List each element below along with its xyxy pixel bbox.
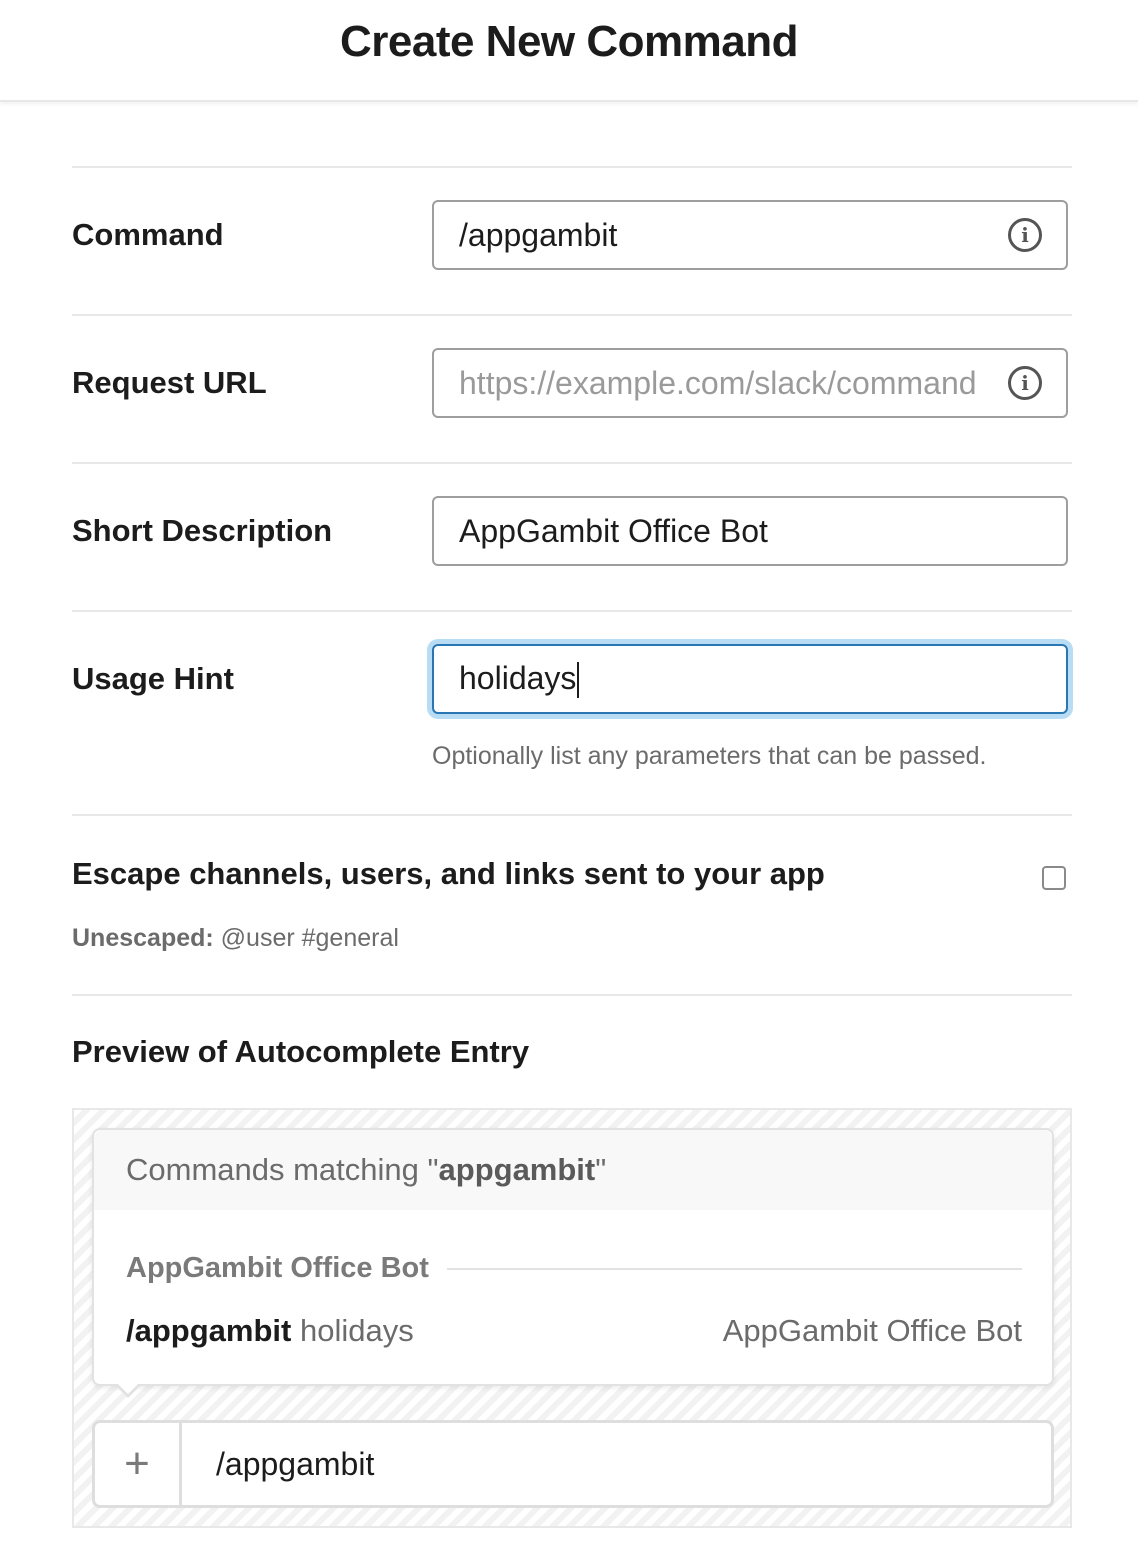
divider <box>72 166 1072 168</box>
info-icon[interactable]: i <box>1008 218 1042 252</box>
command-args: holidays <box>299 1313 414 1348</box>
divider <box>72 314 1072 316</box>
usage-hint-input[interactable] <box>432 644 1068 714</box>
autocomplete-command <box>126 1313 414 1349</box>
header-prefix: Commands matching " <box>126 1152 439 1187</box>
escape-checkbox[interactable] <box>1042 866 1066 890</box>
info-icon[interactable]: i <box>1008 366 1042 400</box>
usage-hint-label: Usage Hint <box>72 661 234 696</box>
page-header <box>0 0 1138 102</box>
request-url-label: Request URL <box>72 365 267 400</box>
plus-icon[interactable]: + <box>95 1423 182 1505</box>
message-input-text: /appgambit <box>216 1445 375 1482</box>
divider <box>72 814 1072 816</box>
group-name: AppGambit Office Bot <box>126 1252 429 1284</box>
autocomplete-popup <box>92 1128 1054 1386</box>
autocomplete-header <box>94 1130 1052 1210</box>
popup-pointer <box>114 1384 142 1398</box>
usage-hint-value: holidays <box>459 659 577 696</box>
command-name: /appgambit <box>126 1313 292 1348</box>
usage-hint-help: Optionally list any parameters that can be passed. <box>432 742 987 770</box>
preview-title: Preview of Autocomplete Entry <box>72 1034 530 1069</box>
unescaped-value: @user #general <box>220 924 399 952</box>
short-description-label: Short Description <box>72 513 333 548</box>
divider <box>72 994 1072 996</box>
command-label: Command <box>72 217 224 252</box>
message-input[interactable] <box>92 1420 1054 1508</box>
request-url-input[interactable] <box>432 348 1068 418</box>
unescaped-label: Unescaped: <box>72 924 214 952</box>
short-description-value: AppGambit Office Bot <box>459 512 768 549</box>
command-input[interactable] <box>432 200 1068 270</box>
request-url-placeholder: https://example.com/slack/command <box>459 364 977 401</box>
preview-box <box>72 1108 1072 1528</box>
page-title: Create New Command <box>339 17 798 66</box>
text-caret <box>577 662 579 698</box>
divider <box>72 610 1072 612</box>
header-suffix: " <box>595 1152 607 1187</box>
header-query: appgambit <box>438 1152 596 1187</box>
divider <box>72 462 1072 464</box>
autocomplete-item[interactable] <box>126 1313 1022 1349</box>
escape-label: Escape channels, users, and links sent to your app <box>72 856 825 891</box>
autocomplete-group <box>126 1252 1022 1285</box>
usage-hint-value-wrap <box>459 660 1066 699</box>
command-value: /appgambit <box>459 216 618 253</box>
unescaped-example <box>72 924 399 953</box>
short-description-input[interactable] <box>432 496 1068 566</box>
group-divider <box>447 1268 1022 1270</box>
command-description: AppGambit Office Bot <box>722 1313 1022 1348</box>
